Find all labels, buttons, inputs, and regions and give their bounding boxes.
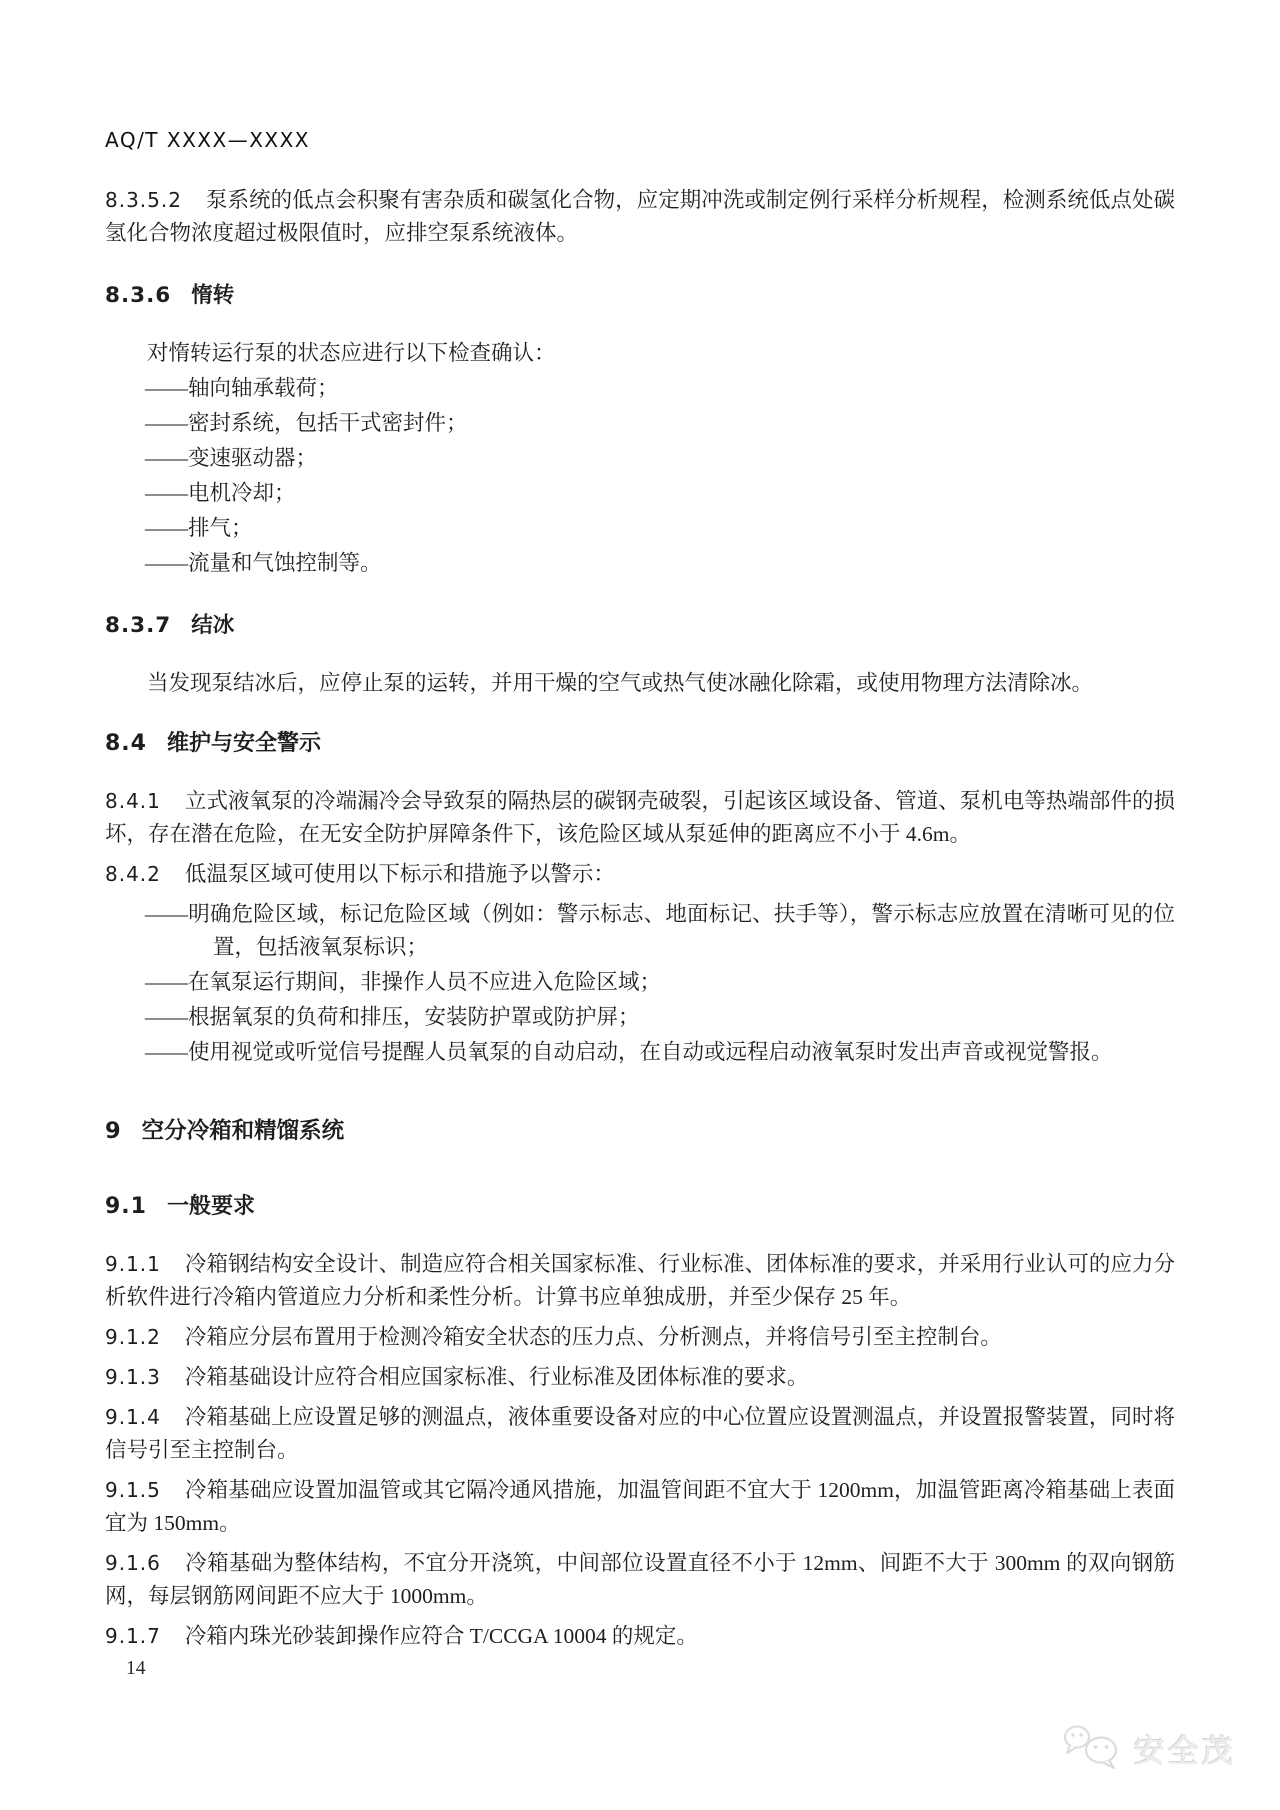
clause-number: 9.1.5	[105, 1478, 161, 1502]
paragraph-text: 对惰转运行泵的状态应进行以下检查确认：	[147, 341, 556, 365]
body-paragraph	[105, 667, 1175, 700]
clause-paragraph	[105, 184, 1175, 250]
clause-number: 8.4.2	[105, 862, 161, 886]
list-item-text: 轴向轴承载荷；	[188, 376, 339, 400]
dash-prefix: ——	[145, 902, 188, 926]
clause-text: 冷箱内珠光砂装卸操作应符合 T/CCGA 10004 的规定。	[184, 1624, 698, 1648]
list-item-text: 排气；	[188, 516, 253, 540]
dash-prefix: ——	[145, 1005, 188, 1029]
clause-text: 泵系统的低点会积聚有害杂质和碳氢化合物，应定期冲洗或制定例行采样分析规程，检测系统低点处碳氢化合物浓度超过极限值时，应排空泵系统液体。	[105, 188, 1175, 245]
list-item-text: 根据氧泵的负荷和排压，安装防护罩或防护屏；	[188, 1005, 640, 1029]
clause-number: 9.1.7	[105, 1624, 161, 1648]
dash-prefix: ——	[145, 551, 188, 575]
clause-paragraph	[105, 1401, 1175, 1467]
watermark-label: 安全茂	[1134, 1734, 1236, 1770]
dash-list-item	[145, 477, 1175, 510]
clause-heading	[105, 279, 1175, 312]
list-item-text: 电机冷却；	[188, 481, 296, 505]
dash-prefix: ——	[145, 1040, 188, 1064]
body-paragraph	[105, 337, 1175, 370]
paragraph-text: 当发现泵结冰后，应停止泵的运转，并用干燥的空气或热气使冰融化除霜，或使用物理方法清除冰。	[147, 671, 1094, 695]
clause-title: 维护与安全警示	[166, 731, 321, 756]
document-body	[105, 184, 1175, 1653]
list-item-text: 密封系统，包括干式密封件；	[188, 411, 468, 435]
clause-title: 一般要求	[166, 1194, 255, 1219]
clause-number: 8.3.5.2	[105, 188, 182, 212]
clause-number: 9.1	[105, 1194, 147, 1219]
clause-heading	[105, 727, 1175, 760]
clause-number: 8.4.1	[105, 789, 161, 813]
clause-text: 冷箱基础应设置加温管或其它隔冷通风措施，加温管间距不宜大于 1200mm，加温管距离冷箱基础上表面宜为 150mm。	[105, 1478, 1175, 1535]
list-item-text: 流量和气蚀控制等。	[188, 551, 382, 575]
clause-text: 冷箱钢结构安全设计、制造应符合相关国家标准、行业标准、团体标准的要求，并采用行业认可的应力分析软件进行冷箱内管道应力分析和柔性分析。计算书应单独成册，并至少保存 25 年。	[105, 1252, 1175, 1309]
list-item-text: 使用视觉或听觉信号提醒人员氧泵的自动启动，在自动或远程启动液氧泵时发出声音或视觉警报。	[188, 1040, 1113, 1064]
clause-heading	[105, 1190, 1175, 1223]
clause-paragraph	[105, 858, 1175, 891]
list-item-text: 在氧泵运行期间，非操作人员不应进入危险区域；	[188, 970, 662, 994]
dash-prefix: ——	[145, 411, 188, 435]
dash-list-item	[145, 547, 1175, 580]
clause-heading	[105, 1115, 1175, 1148]
clause-text: 冷箱基础为整体结构，不宜分开浇筑，中间部位设置直径不小于 12mm、间距不大于 300mm 的双向钢筋网，每层钢筋网间距不应大于 1000mm。	[105, 1551, 1175, 1608]
clause-paragraph	[105, 1547, 1175, 1613]
dash-prefix: ——	[145, 446, 188, 470]
dash-list-item	[145, 372, 1175, 405]
dash-list-item	[145, 442, 1175, 475]
clause-number: 9.1.6	[105, 1551, 161, 1575]
clause-number: 8.3.6	[105, 283, 172, 308]
dash-list-item	[145, 966, 1175, 999]
dash-prefix: ——	[145, 376, 188, 400]
wechat-bubbles-icon	[1062, 1722, 1126, 1775]
watermark	[1062, 1722, 1236, 1775]
clause-text: 立式液氧泵的冷端漏冷会导致泵的隔热层的碳钢壳破裂，引起该区域设备、管道、泵机电等热端部件的损坏，存在潜在危险，在无安全防护屏障条件下，该危险区域从泵延伸的距离应不小于 4.6m。	[105, 789, 1175, 846]
dash-list-item	[145, 1001, 1175, 1034]
page-number: 14	[126, 1658, 146, 1679]
clause-title: 结冰	[191, 613, 235, 638]
clause-text: 冷箱应分层布置用于检测冷箱安全状态的压力点、分析测点，并将信号引至主控制台。	[184, 1325, 1002, 1349]
dash-list-item	[145, 407, 1175, 440]
clause-title: 惰转	[191, 283, 235, 308]
clause-number: 8.3.7	[105, 613, 172, 638]
clause-paragraph	[105, 1248, 1175, 1314]
clause-heading	[105, 609, 1175, 642]
dash-list-item	[145, 512, 1175, 545]
clause-number: 9.1.1	[105, 1252, 161, 1276]
clause-text: 冷箱基础上应设置足够的测温点，液体重要设备对应的中心位置应设置测温点，并设置报警装置，同时将信号引至主控制台。	[105, 1405, 1175, 1462]
clause-paragraph	[105, 1474, 1175, 1540]
clause-number: 9.1.4	[105, 1405, 161, 1429]
clause-paragraph	[105, 1620, 1175, 1653]
clause-paragraph	[105, 1361, 1175, 1394]
clause-number: 9.1.3	[105, 1365, 161, 1389]
clause-paragraph	[105, 785, 1175, 851]
dash-prefix: ——	[145, 481, 188, 505]
clause-text: 冷箱基础设计应符合相应国家标准、行业标准及团体标准的要求。	[184, 1365, 809, 1389]
clause-paragraph	[105, 1321, 1175, 1354]
dash-prefix: ——	[145, 970, 188, 994]
dash-list-item	[145, 1036, 1175, 1069]
list-item-text: 变速驱动器；	[188, 446, 318, 470]
clause-title: 空分冷箱和精馏系统	[141, 1118, 345, 1144]
clause-number: 9	[105, 1118, 122, 1144]
clause-text: 低温泵区域可使用以下标示和措施予以警示：	[184, 862, 615, 886]
list-item-text: 明确危险区域，标记危险区域（例如：警示标志、地面标记、扶手等），警示标志应放置在清晰可见的位置，包括液氧泵标识；	[188, 902, 1175, 959]
document-code-header: AQ/T XXXX—XXXX	[105, 128, 310, 152]
clause-number: 8.4	[105, 731, 147, 756]
dash-prefix: ——	[145, 516, 188, 540]
dash-list-item	[145, 898, 1175, 964]
clause-number: 9.1.2	[105, 1325, 161, 1349]
